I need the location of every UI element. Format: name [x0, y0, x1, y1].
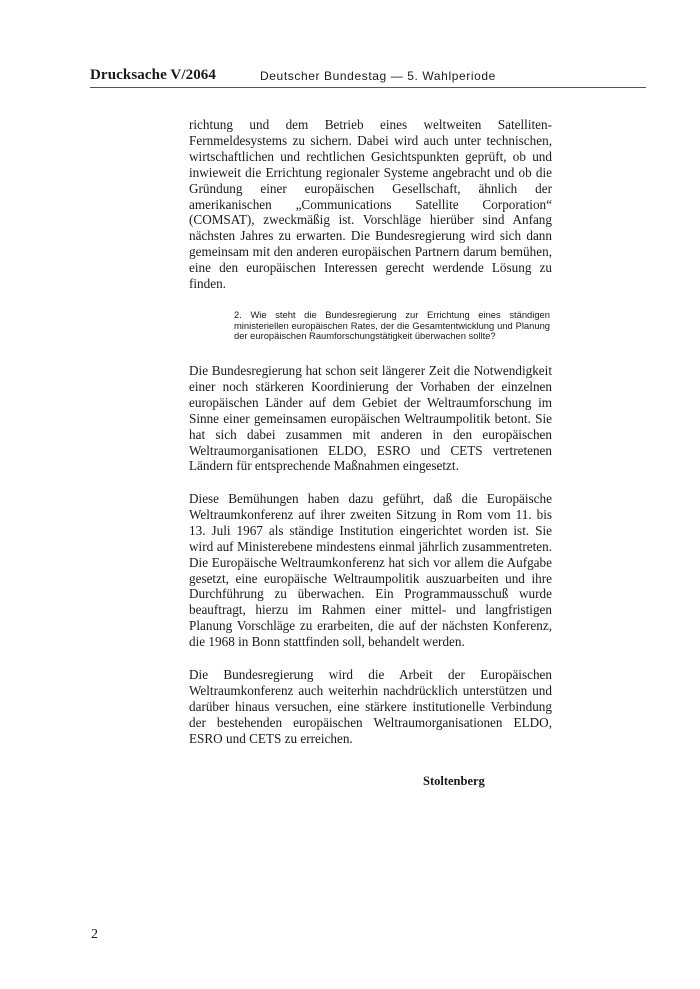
document-number: Drucksache V/2064 — [90, 67, 217, 83]
paragraph-1: richtung und dem Betrieb eines weltweiten Satelliten-Fernmeldesystems zu sichern. Dabei wird auch unter technischen, wirtschaftlichen und rechtlichen Gesichtspunkten geprüft, ob und inwieweit die Errichtung regionaler Systeme angebracht und ob die Gründung einer europäischen Gesellschaft, ähnlich der amerikanischen „Communications Satellite Corporation“ (COMSAT), zweckmäßig ist. Vorschläge hierüber sind Anfang nächsten Jahres zu erwarten. Die Bundesregierung wird sich dann gemeinsam mit den anderen europäischen Partnern darum bemühen, eine den europäischen Interessen gerecht werdende Lösung zu finden. — [189, 117, 552, 292]
header-rule — [90, 87, 646, 88]
paragraph-2: Die Bundesregierung hat schon seit längerer Zeit die Notwendigkeit einer noch stärkeren Koordinierung der Vorhaben der einzelnen europäischen Länder auf dem Gebiet der Weltraumforschung im Sinne einer gemeinsamen europäischen Weltraumpolitik betont. Sie hat sich dabei zusammen mit anderen in den europäischen Weltraumorganisationen ELDO, ESRO und CETS vertretenen Ländern für entsprechende Maßnahmen eingesetzt. — [189, 363, 552, 474]
question-2: 2. Wie steht die Bundesregierung zur Errichtung eines ständigen ministeriellen europäischen Rates, der die Gesamtentwicklung und Planung der europäischen Raumforschungstätigkeit überwachen sollte? — [234, 309, 550, 342]
paragraph-4: Die Bundesregierung wird die Arbeit der Europäischen Weltraumkonferenz auch weiterhin nachdrücklich unterstützen und darüber hinaus versuchen, eine stärkere institutionelle Verbindung der bestehenden europäischen Weltraumorganisationen ELDO, ESRO und CETS zu erreichen. — [189, 667, 552, 746]
signature: Stoltenberg — [423, 774, 485, 788]
page-header — [90, 67, 646, 87]
paragraph-3: Diese Bemühungen haben dazu geführt, daß die Europäische Weltraumkonferenz auf ihrer zweiten Sitzung in Rom vom 11. bis 13. Juli 1967 als ständige Institution eingerichtet worden ist. Sie wird auf Ministerebene mindestens einmal jährlich zusammentreten. Die Europäische Weltraumkonferenz hat sich vor allem die Aufgabe gesetzt, eine europäische Weltraumpolitik auszuarbeiten und ihre Durchführung zu überwachen. Ein Programmausschuß wurde beauftragt, hierzu im Rahmen einer mittel- und langfristigen Planung Vorschläge zu erarbeiten, die auf der nächsten Konferenz, die 1968 in Bonn stattfinden soll, behandelt werden. — [189, 491, 552, 650]
page-number: 2 — [91, 927, 98, 942]
parliament-label: Deutscher Bundestag — 5. Wahlperiode — [260, 69, 496, 83]
